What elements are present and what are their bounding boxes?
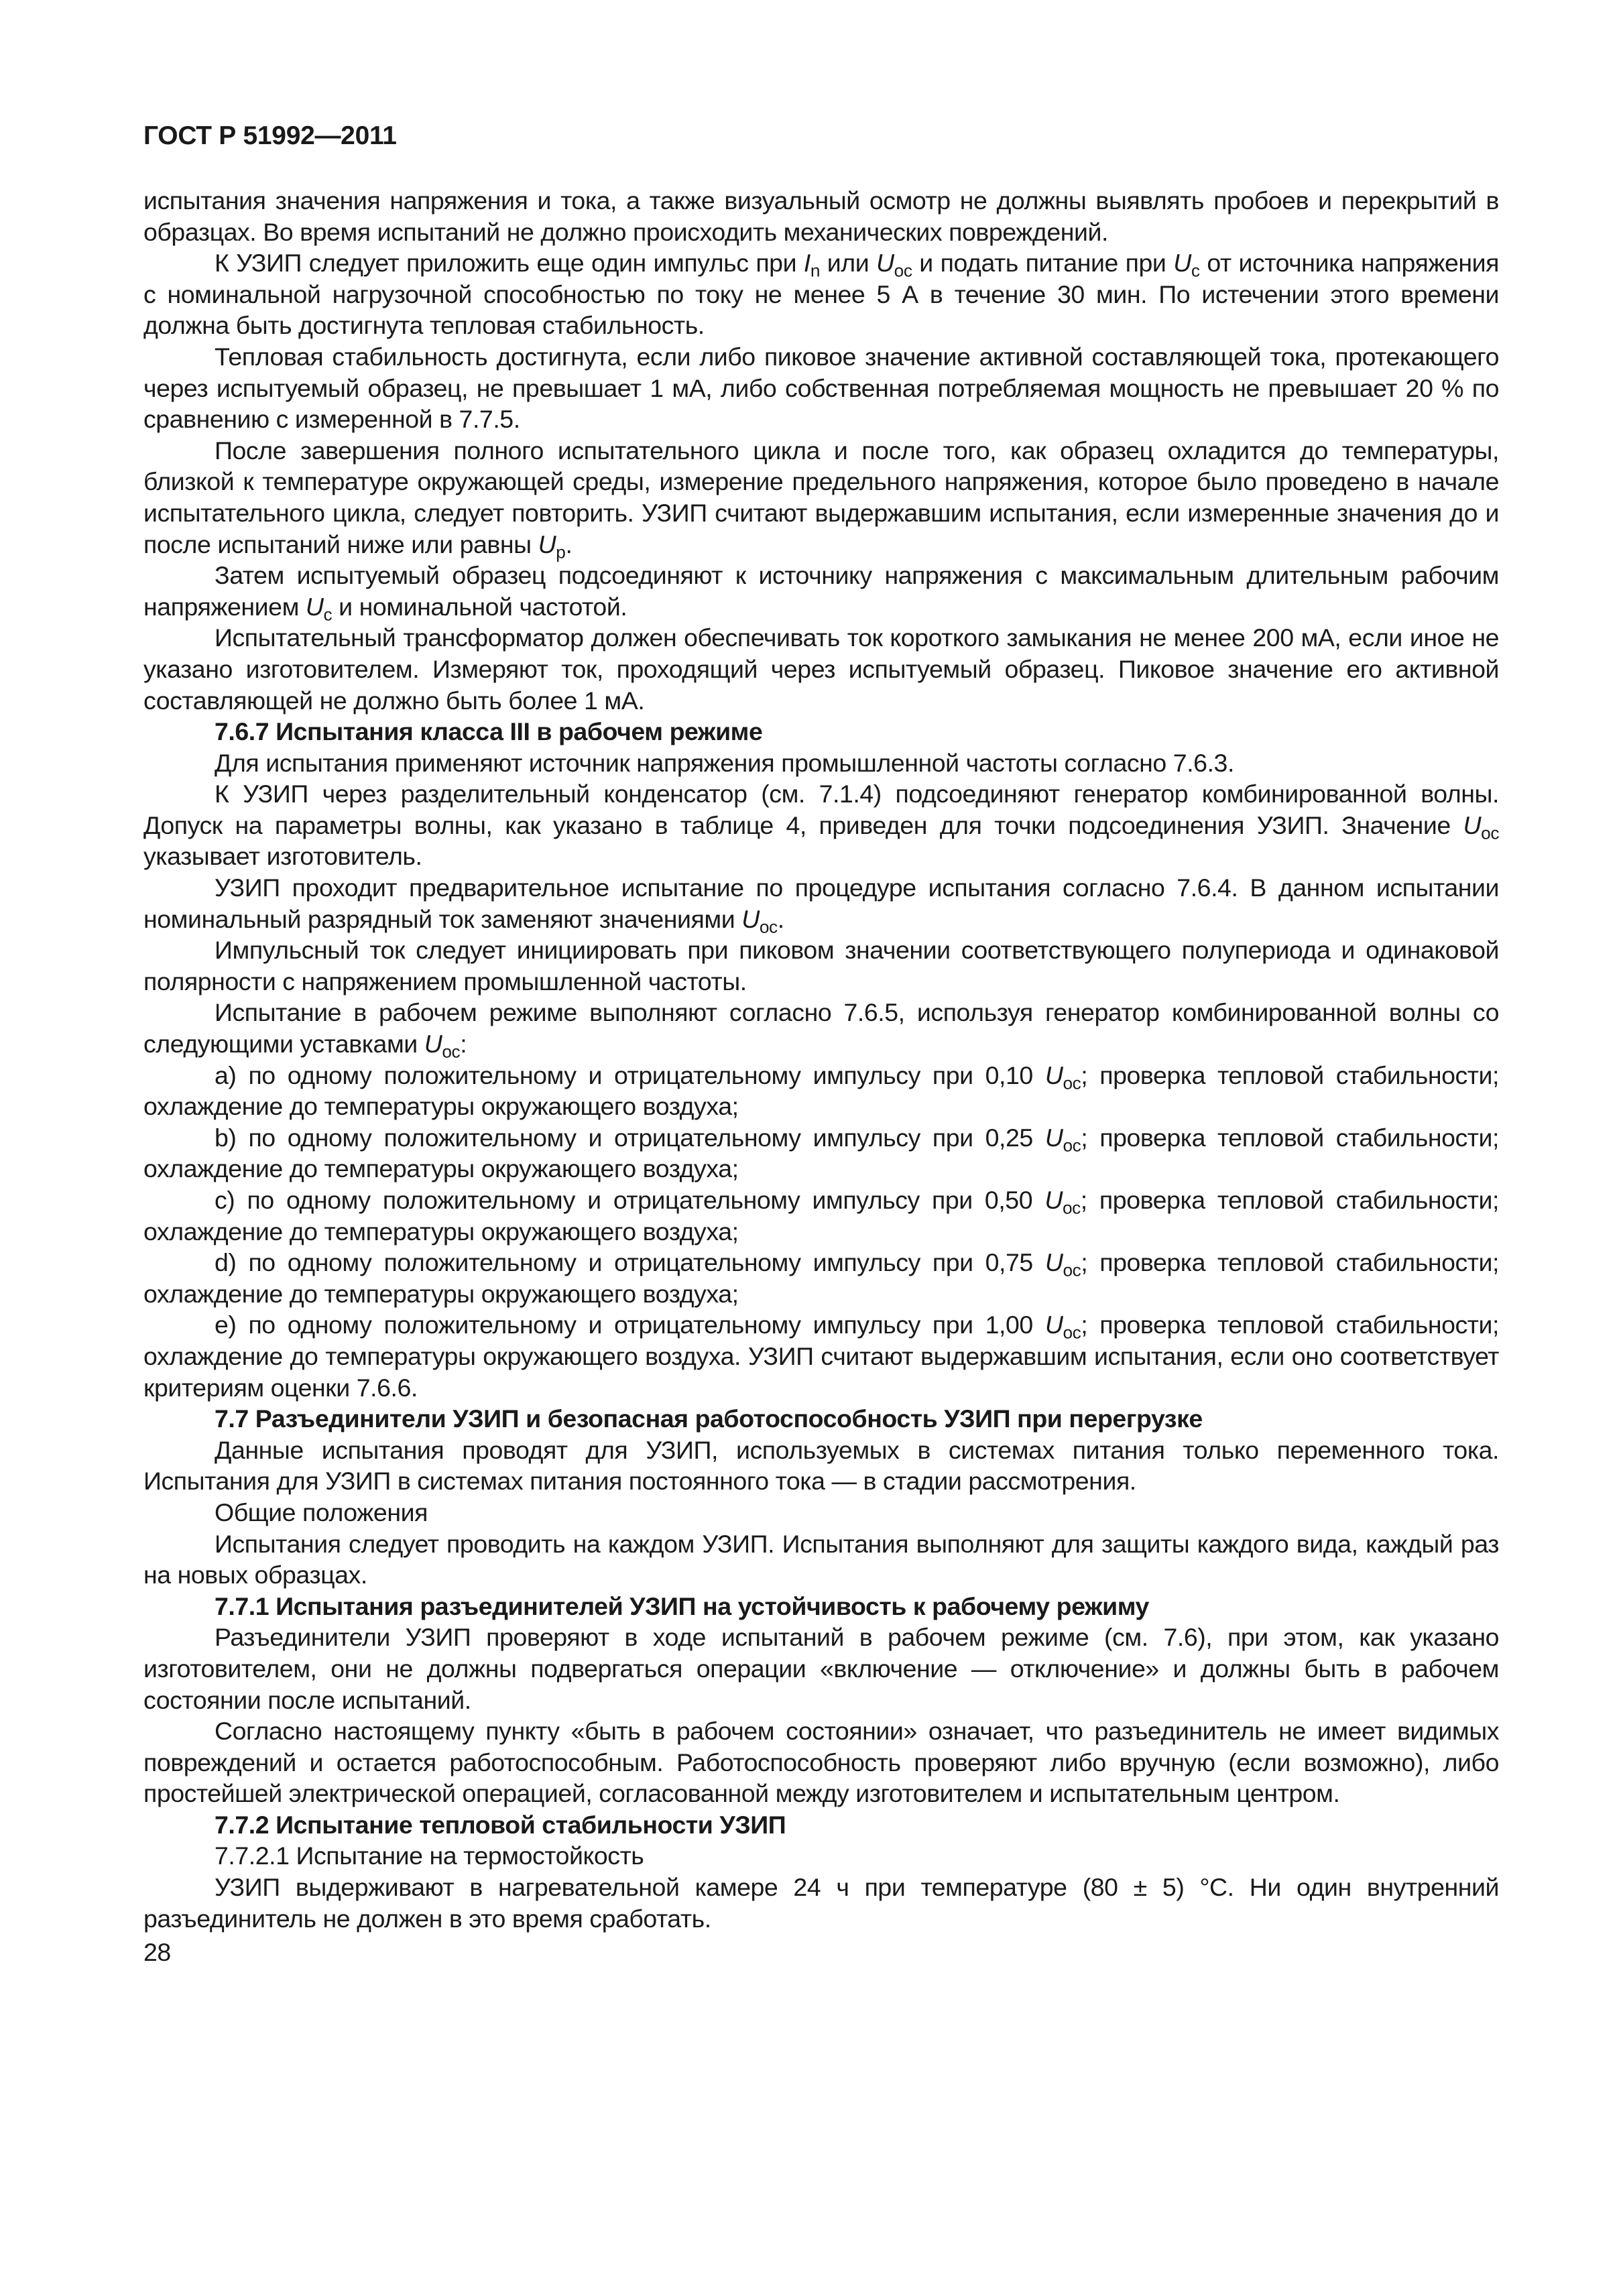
list-item: e) по одному положительному и отрицательному импульсу при 1,00 $U_{oc}$; проверка тепловой стабильности; охлаждение до температуры окружающего воздуха. УЗИП считают выдержавшим испытания, если оно соответствует критериям оценки 7.6.6. bbox=[143, 1311, 1499, 1402]
paragraph: Испытание в рабочем режиме выполняют согласно 7.6.5, используя генератор комбинированной волны со следующими уставками $U_{oc}$: bbox=[143, 998, 1499, 1062]
paragraph: УЗИП проходит предварительное испытание по процедуре испытания согласно 7.6.4. В данном испытании номинальный разрядный ток заменяют значениями $U_{oc}$. bbox=[143, 873, 1499, 936]
paragraph: Общие положения bbox=[215, 1498, 428, 1526]
list-item: d) по одному положительному и отрицательному импульсу при 0,75 $U_{oc}$; проверка тепловой стабильности; охлаждение до температуры окружающего воздуха; bbox=[143, 1248, 1499, 1308]
paragraph: К УЗИП следует приложить еще один импульс при $I_n$ или $U_{oc}$ и подать питание при $U_c$ от источника напряжения с номинальной нагрузочной способностью по току не менее 5 А в течение 30 мин. По истечении этого времени должна быть достигнута тепловая стабильность. bbox=[143, 249, 1499, 340]
page-number: 28 bbox=[143, 1938, 171, 1967]
section-heading: 7.7.2 Испытание тепловой стабильности УЗИП bbox=[215, 1810, 786, 1839]
paragraph: Согласно настоящему пункту «быть в рабочем состоянии» означает, что разъединитель не имеет видимых повреждений и остается работоспособным. Работоспособность проверяют либо вручную (если возможно), либо простейшей электрической операцией, согласованной между изготовителем и испытательным центром. bbox=[143, 1717, 1499, 1808]
list-item: b) по одному положительному и отрицательному импульсу при 0,25 $U_{oc}$; проверка тепловой стабильности; охлаждение до температуры окружающего воздуха; bbox=[143, 1123, 1499, 1183]
section-heading: 7.6.7 Испытания класса III в рабочем режиме bbox=[215, 717, 763, 746]
paragraph: Тепловая стабильность достигнута, если либо пиковое значение активной составляющей тока, протекающего через испытуемый образец, не превышает 1 мА, либо собственная потребляемая мощность не превышает 20 % по сравнению с измеренной в 7.7.5. bbox=[143, 342, 1499, 434]
paragraph: Затем испытуемый образец подсоединяют к источнику напряжения с максимальным длительным рабочим напряжением $U_c$ и номинальной частотой. bbox=[143, 561, 1499, 625]
paragraph: После завершения полного испытательного цикла и после того, как образец охладится до температуры, близкой к температуре окружающей среды, измерение предельного напряжения, которое было проведено в начале испытательного цикла, следует повторить. УЗИП считают выдержавшим испытания, если измеренные значения до и после испытаний ниже или равны $U_p$. bbox=[143, 436, 1499, 562]
paragraph: Импульсный ток следует инициировать при пиковом значении соответствующего полупериода и одинаковой полярности с напряжением промышленной частоты. bbox=[143, 936, 1499, 995]
list-item: c) по одному положительному и отрицательному импульсу при 0,50 $U_{oc}$; проверка тепловой стабильности; охлаждение до температуры окружающего воздуха; bbox=[143, 1186, 1499, 1246]
section-heading: 7.7.1 Испытания разъединителей УЗИП на устойчивость к рабочему режиму bbox=[215, 1591, 1149, 1620]
paragraph: УЗИП выдерживают в нагревательной камере 24 ч при температуре (80 ± 5) °С. Ни один внутренний разъединитель не должен в это время сработать. bbox=[143, 1873, 1499, 1933]
paragraph: Испытательный трансформатор должен обеспечивать ток короткого замыкания не менее 200 мА, если иное не указано изготовителем. Измеряют ток, проходящий через испытуемый образец. Пиковое значение его активной составляющей не должно быть более 1 мА. bbox=[143, 623, 1499, 715]
list-item: a) по одному положительному и отрицательному импульсу при 0,10 $U_{oc}$; проверка тепловой стабильности; охлаждение до температуры окружающего воздуха; bbox=[143, 1061, 1499, 1121]
paragraph: 7.7.2.1 Испытание на термостойкость bbox=[215, 1841, 644, 1870]
paragraph: Разъединители УЗИП проверяют в ходе испытаний в рабочем режиме (см. 7.6), при этом, как указано изготовителем, они не должны подвергаться операции «включение — отключение» и должны быть в рабочем состоянии после испытаний. bbox=[143, 1623, 1499, 1714]
paragraph: К УЗИП через разделительный конденсатор (см. 7.1.4) подсоединяют генератор комбинированной волны. Допуск на параметры волны, как указано в таблице 4, приведен для точки подсоединения УЗИП. Значение $U_{oc}$ указывает изготовитель. bbox=[143, 780, 1499, 871]
document-page bbox=[143, 121, 1499, 1968]
paragraph: Данные испытания проводят для УЗИП, используемых в системах питания только переменного тока. Испытания для УЗИП в системах питания постоянного тока — в стадии рассмотрения. bbox=[143, 1435, 1499, 1496]
paragraph: Для испытания применяют источник напряжения промышленной частоты согласно 7.6.3. bbox=[215, 748, 1234, 777]
document-body bbox=[143, 185, 1499, 1934]
paragraph: Испытания следует проводить на каждом УЗИП. Испытания выполняют для защиты каждого вида, каждый раз на новых образцах. bbox=[143, 1529, 1499, 1589]
document-header: ГОСТ Р 51992—2011 bbox=[143, 121, 397, 150]
paragraph: испытания значения напряжения и тока, а также визуальный осмотр не должны выявлять пробоев и перекрытий в образцах. Во время испытаний не должно происходить механических повреждений. bbox=[143, 186, 1499, 246]
section-heading: 7.7 Разъединители УЗИП и безопасная работоспособность УЗИП при перегрузке bbox=[215, 1404, 1203, 1433]
